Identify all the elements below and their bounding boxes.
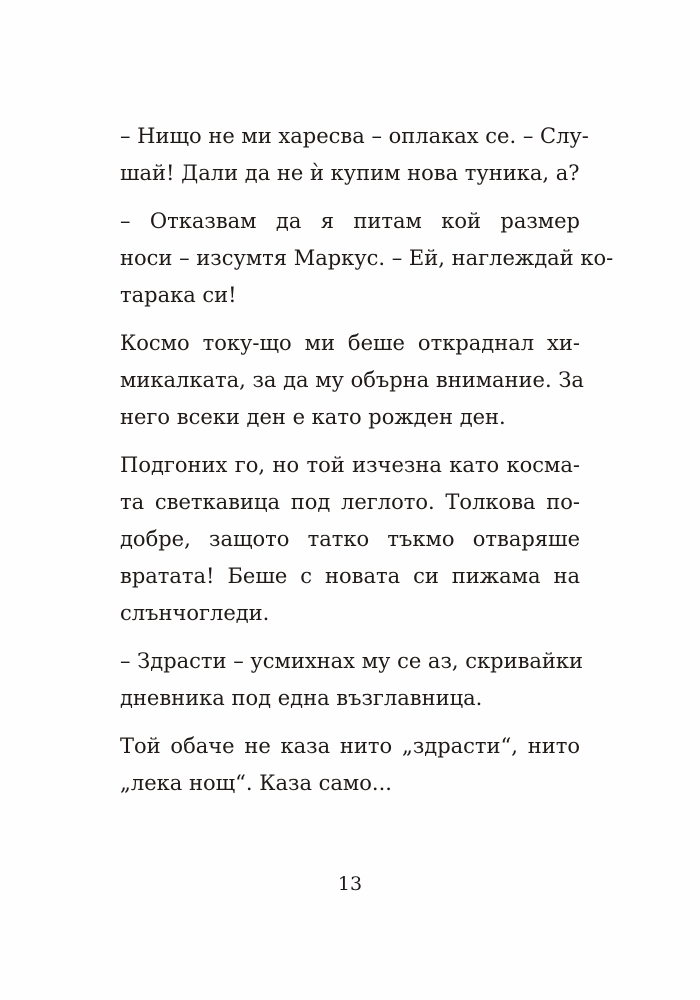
paragraph-gap: [120, 192, 580, 203]
text-line: дневника под една възглавница.: [120, 686, 483, 710]
text-line: добре, защото татко тъкмо отваряше: [120, 527, 580, 551]
text-line: него всеки ден е като рожден ден.: [120, 405, 506, 429]
text-line: Подгоних го, но той изчезна като косма-: [120, 453, 580, 477]
text-line: носи – изсумтя Маркус. – Ей, наглеждай ко-: [120, 246, 614, 270]
text-line: слънчогледи.: [120, 601, 270, 625]
text-line: – Здрасти – усмихнах му се аз, скривайки: [120, 649, 584, 673]
paragraph-gap: [120, 717, 580, 728]
text-line: – Отказвам да я питам кой размер: [120, 209, 580, 233]
text-line: микалката, за да му обърна внимание. За: [120, 368, 584, 392]
text-line: – Нищо не ми харесва – оплаках се. – Слу-: [120, 124, 589, 148]
paragraph-gap: [120, 632, 580, 643]
text-line: Космо току-що ми беше откраднал хи-: [120, 331, 580, 355]
paragraph-gap: [120, 314, 580, 325]
text-line: „лека нощ“. Каза само...: [120, 771, 392, 795]
text-line: шай! Дали да не ѝ купим нова туника, а?: [120, 161, 580, 185]
text-line: вратата! Беше с новата си пижама на: [120, 564, 580, 588]
text-line: та светкавица под леглото. Толкова по-: [120, 490, 580, 514]
paragraph-gap: [120, 436, 580, 447]
text-line: тарака си!: [120, 283, 237, 307]
page-number: 13: [337, 873, 363, 895]
text-line: Той обаче не каза нито „здрасти“, нито: [120, 734, 580, 758]
body-text: [120, 118, 614, 802]
